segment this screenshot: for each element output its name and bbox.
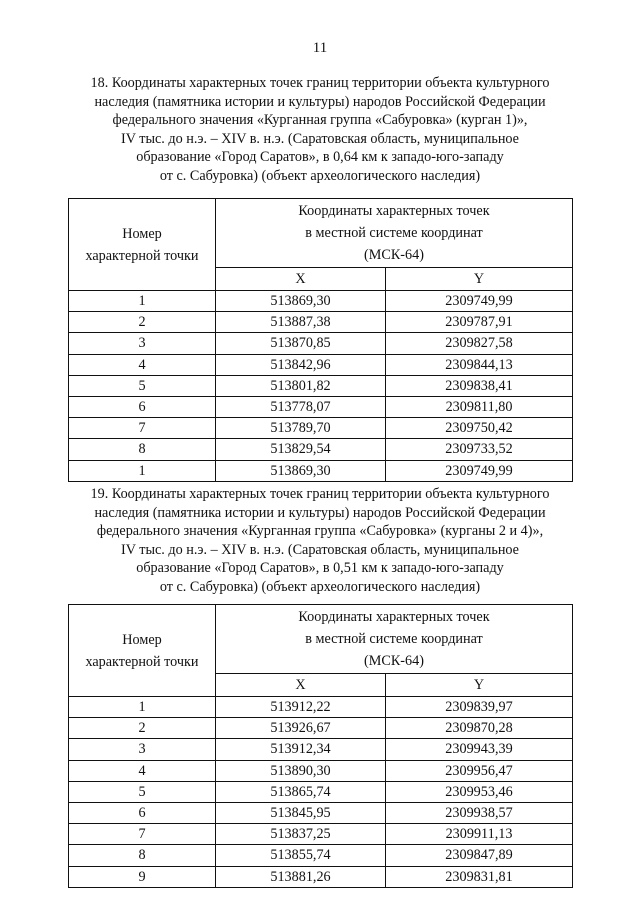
y-coordinate: 2309956,47: [386, 760, 573, 781]
y-coordinate: 2309847,89: [386, 845, 573, 866]
heading-line: наследия (памятника истории и культуры) народов Российской Федерации: [94, 93, 546, 110]
point-number: 2: [69, 312, 216, 333]
point-number: 9: [69, 866, 216, 887]
x-coordinate: 513887,38: [216, 312, 386, 333]
y-coordinate: 2309943,39: [386, 739, 573, 760]
y-coordinate: 2309870,28: [386, 718, 573, 739]
point-number-header-line: характерной точки: [85, 247, 199, 264]
x-coordinate: 513869,30: [216, 460, 386, 481]
coordinates-table-19: [68, 604, 573, 888]
x-column-header: X: [216, 268, 386, 291]
x-coordinate: 513890,30: [216, 760, 386, 781]
table-row: [69, 845, 573, 866]
coordinates-header-line: Координаты характерных точек: [298, 203, 490, 219]
point-number: 7: [69, 418, 216, 439]
y-coordinate: 2309839,97: [386, 697, 573, 718]
y-coordinate: 2309811,80: [386, 396, 573, 417]
table-row: [69, 866, 573, 887]
table-row: [69, 760, 573, 781]
table-row: [69, 312, 573, 333]
heading-line: 19. Координаты характерных точек границ территории объекта культурного: [90, 486, 550, 502]
point-number: 1: [69, 460, 216, 481]
point-number: 2: [69, 718, 216, 739]
table-row: [69, 291, 573, 312]
point-number-header-line: характерной точки: [85, 653, 199, 670]
table-row: [69, 396, 573, 417]
point-number: 1: [69, 291, 216, 312]
point-number: 8: [69, 845, 216, 866]
x-coordinate: 513870,85: [216, 333, 386, 354]
x-coordinate: 513837,25: [216, 824, 386, 845]
table-row: [69, 375, 573, 396]
x-coordinate: 513855,74: [216, 845, 386, 866]
heading-line: от с. Сабуровка) (объект археологического наследия): [159, 578, 481, 595]
heading-line: федерального значения «Курганная группа «Сабуровка» (курган 1)»,: [112, 112, 528, 129]
y-coordinate: 2309831,81: [386, 866, 573, 887]
x-coordinate: 513801,82: [216, 375, 386, 396]
x-coordinate: 513829,54: [216, 439, 386, 460]
coordinates-header-line: (МСК-64): [364, 653, 424, 669]
heading-line: IV тыс. до н.э. – XIV в. н.э. (Саратовская область, муниципальное: [121, 541, 519, 558]
table-row: [69, 739, 573, 760]
point-number: 6: [69, 396, 216, 417]
heading-line: федерального значения «Курганная группа «Сабуровка» (курганы 2 и 4)»,: [96, 523, 544, 540]
coordinates-header-line: Координаты характерных точек: [298, 609, 490, 625]
point-number: 3: [69, 739, 216, 760]
coordinates-header-line: в местной системе координат: [305, 225, 483, 241]
table-row: [69, 354, 573, 375]
page-number: 11: [312, 40, 328, 56]
point-number-header: [69, 605, 216, 697]
y-coordinate: 2309911,13: [386, 824, 573, 845]
y-coordinate: 2309750,42: [386, 418, 573, 439]
coordinates-header-line: (МСК-64): [364, 247, 424, 263]
x-coordinate: 513778,07: [216, 396, 386, 417]
table-row: [69, 697, 573, 718]
x-coordinate: 513912,22: [216, 697, 386, 718]
point-number: 6: [69, 802, 216, 823]
coordinates-header: [216, 199, 573, 268]
point-number: 1: [69, 697, 216, 718]
point-number-header: [69, 199, 216, 291]
x-coordinate: 513926,67: [216, 718, 386, 739]
heading-line: IV тыс. до н.э. – XIV в. н.э. (Саратовская область, муниципальное: [121, 130, 519, 147]
y-coordinate: 2309787,91: [386, 312, 573, 333]
coordinates-header-line: в местной системе координат: [305, 631, 483, 647]
point-number: 4: [69, 760, 216, 781]
y-column-header: Y: [386, 268, 573, 291]
table-row: [69, 802, 573, 823]
point-number: 8: [69, 439, 216, 460]
heading-line: 18. Координаты характерных точек границ территории объекта культурного: [90, 75, 550, 91]
heading-line: образование «Город Саратов», в 0,64 км к западо-юго-западу: [136, 149, 504, 166]
point-number: 4: [69, 354, 216, 375]
point-number: 5: [69, 781, 216, 802]
x-coordinate: 513881,26: [216, 866, 386, 887]
x-coordinate: 513869,30: [216, 291, 386, 312]
x-coordinate: 513865,74: [216, 781, 386, 802]
table-row: [69, 781, 573, 802]
y-column-header: Y: [386, 674, 573, 697]
table-row: [69, 718, 573, 739]
y-coordinate: 2309749,99: [386, 291, 573, 312]
point-number: 5: [69, 375, 216, 396]
table-row: [69, 418, 573, 439]
x-coordinate: 513789,70: [216, 418, 386, 439]
y-coordinate: 2309844,13: [386, 354, 573, 375]
y-coordinate: 2309838,41: [386, 375, 573, 396]
table-row: [69, 439, 573, 460]
x-coordinate: 513842,96: [216, 354, 386, 375]
heading-line: от с. Сабуровка) (объект археологического наследия): [159, 167, 481, 184]
heading-line: образование «Город Саратов», в 0,51 км к западо-юго-западу: [136, 560, 504, 577]
point-number-header-line: Номер: [122, 225, 162, 242]
point-number: 3: [69, 333, 216, 354]
x-coordinate: 513845,95: [216, 802, 386, 823]
section-19-heading: [40, 485, 600, 597]
x-column-header: X: [216, 674, 386, 697]
y-coordinate: 2309733,52: [386, 439, 573, 460]
coordinates-header: [216, 605, 573, 674]
x-coordinate: 513912,34: [216, 739, 386, 760]
point-number-header-line: Номер: [122, 631, 162, 648]
point-number: 7: [69, 824, 216, 845]
section-18-heading: [40, 74, 600, 186]
y-coordinate: 2309827,58: [386, 333, 573, 354]
heading-line: наследия (памятника истории и культуры) народов Российской Федерации: [94, 504, 546, 521]
y-coordinate: 2309749,99: [386, 460, 573, 481]
coordinates-table-18: [68, 198, 573, 482]
y-coordinate: 2309938,57: [386, 802, 573, 823]
y-coordinate: 2309953,46: [386, 781, 573, 802]
table-row: [69, 333, 573, 354]
table-row: [69, 460, 573, 481]
table-row: [69, 824, 573, 845]
